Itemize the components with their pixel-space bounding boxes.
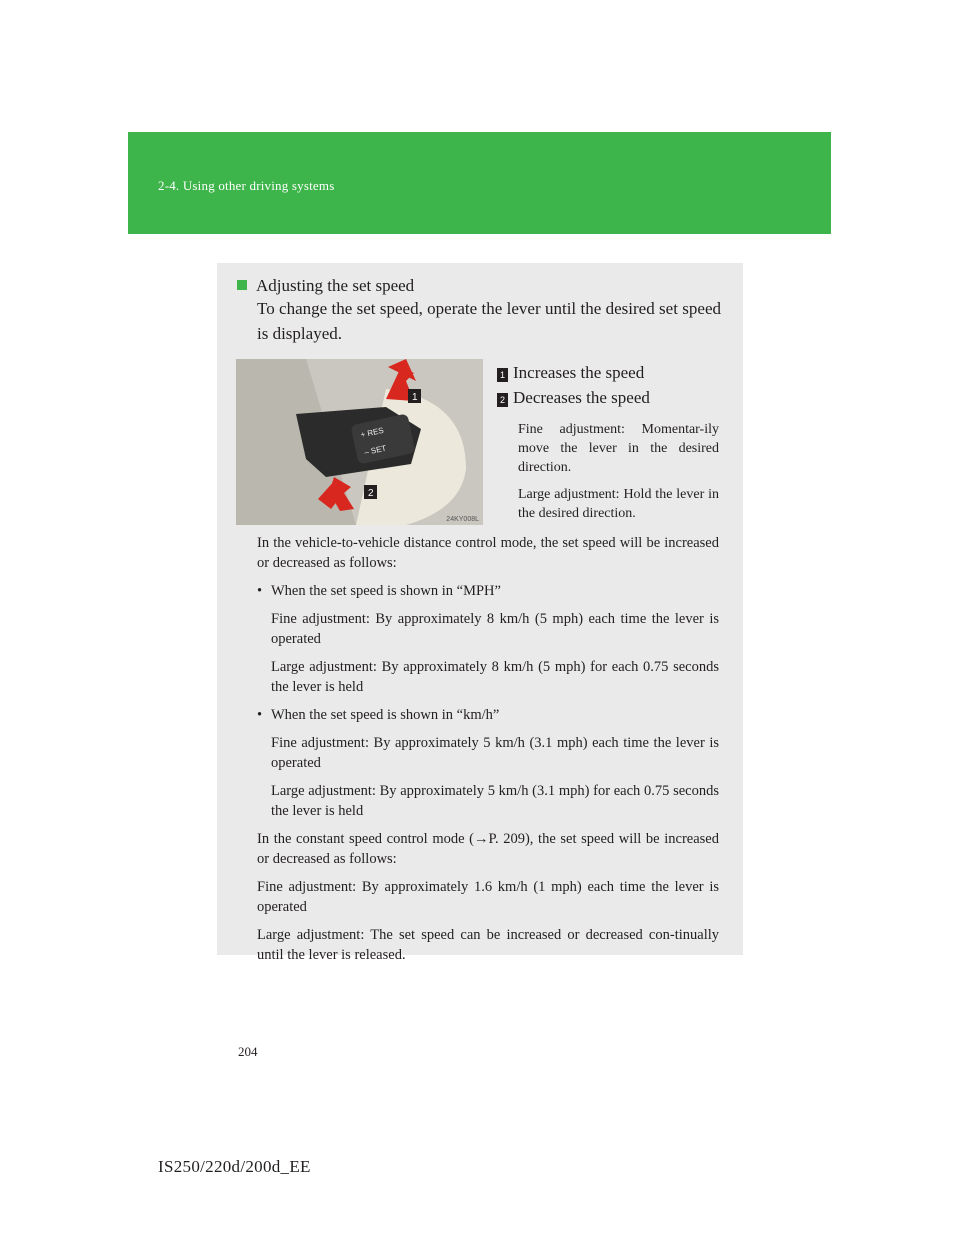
svg-text:1: 1 bbox=[412, 392, 418, 403]
svg-text:+ RES: + RES bbox=[359, 425, 385, 440]
model-code: IS250/220d/200d_EE bbox=[158, 1157, 311, 1176]
bullet-item: • When the set speed is shown in “MPH” bbox=[257, 583, 501, 599]
indented-paragraph: Fine adjustment: By approximately 8 km/h (5 mph) each time the lever is operated bbox=[271, 611, 719, 647]
callout-number-icon: 1 bbox=[497, 368, 508, 382]
callout-list bbox=[497, 360, 719, 523]
content-panel bbox=[217, 263, 743, 963]
indented-paragraph: Large adjustment: By approximately 8 km/h (5 mph) for each 0.75 seconds the lever is held bbox=[271, 659, 719, 695]
callout-item bbox=[497, 360, 719, 385]
svg-text:2: 2 bbox=[368, 488, 374, 499]
square-bullet-icon bbox=[237, 280, 247, 290]
callout-label: Decreases the speed bbox=[513, 388, 650, 407]
indented-paragraph: Large adjustment: By approximately 5 km/h (3.1 mph) for each 0.75 seconds the lever is held bbox=[271, 783, 719, 819]
body-text bbox=[257, 533, 719, 973]
paragraph: Large adjustment: The set speed can be increased or decreased con-tinually until the lever is released. bbox=[257, 927, 719, 963]
callout-item bbox=[497, 385, 719, 410]
paragraph: Fine adjustment: By approximately 1.6 km/h (1 mph) each time the lever is operated bbox=[257, 879, 719, 915]
chapter-header bbox=[128, 132, 831, 234]
bullet-item: • When the set speed is shown in “km/h” bbox=[257, 707, 500, 723]
svg-text:– SET: – SET bbox=[363, 443, 388, 458]
lever-photo bbox=[236, 359, 483, 525]
lever-illustration bbox=[236, 359, 483, 525]
section-heading-text: Adjusting the set speed bbox=[256, 276, 415, 295]
large-adjustment-note: Large adjustment: Hold the lever in the desired direction. bbox=[518, 487, 719, 521]
paragraph: In the constant speed control mode (→P. 209), the set speed will be increased or decreased as follows: bbox=[257, 831, 719, 867]
image-code: 24KY008L bbox=[446, 516, 479, 523]
callout-number-icon: 2 bbox=[497, 393, 508, 407]
bullet-text: When the set speed is shown in “MPH” bbox=[271, 583, 501, 599]
fine-adjustment-note: Fine adjustment: Momentar-ily move the lever in the desired direction. bbox=[518, 422, 719, 475]
indented-paragraph: Fine adjustment: By approximately 5 km/h (3.1 mph) each time the lever is operated bbox=[271, 735, 719, 771]
callout-label: Increases the speed bbox=[513, 363, 645, 382]
page-number: 204 bbox=[238, 1044, 258, 1059]
paragraph: In the vehicle-to-vehicle distance control mode, the set speed will be increased or decreased as follows: bbox=[257, 535, 719, 571]
intro-paragraph: To change the set speed, operate the lever until the desired set speed is displayed. bbox=[257, 299, 721, 343]
bullet-text: When the set speed is shown in “km/h” bbox=[271, 707, 500, 723]
chapter-title: 2-4. Using other driving systems bbox=[158, 178, 335, 193]
section-heading bbox=[237, 275, 414, 297]
